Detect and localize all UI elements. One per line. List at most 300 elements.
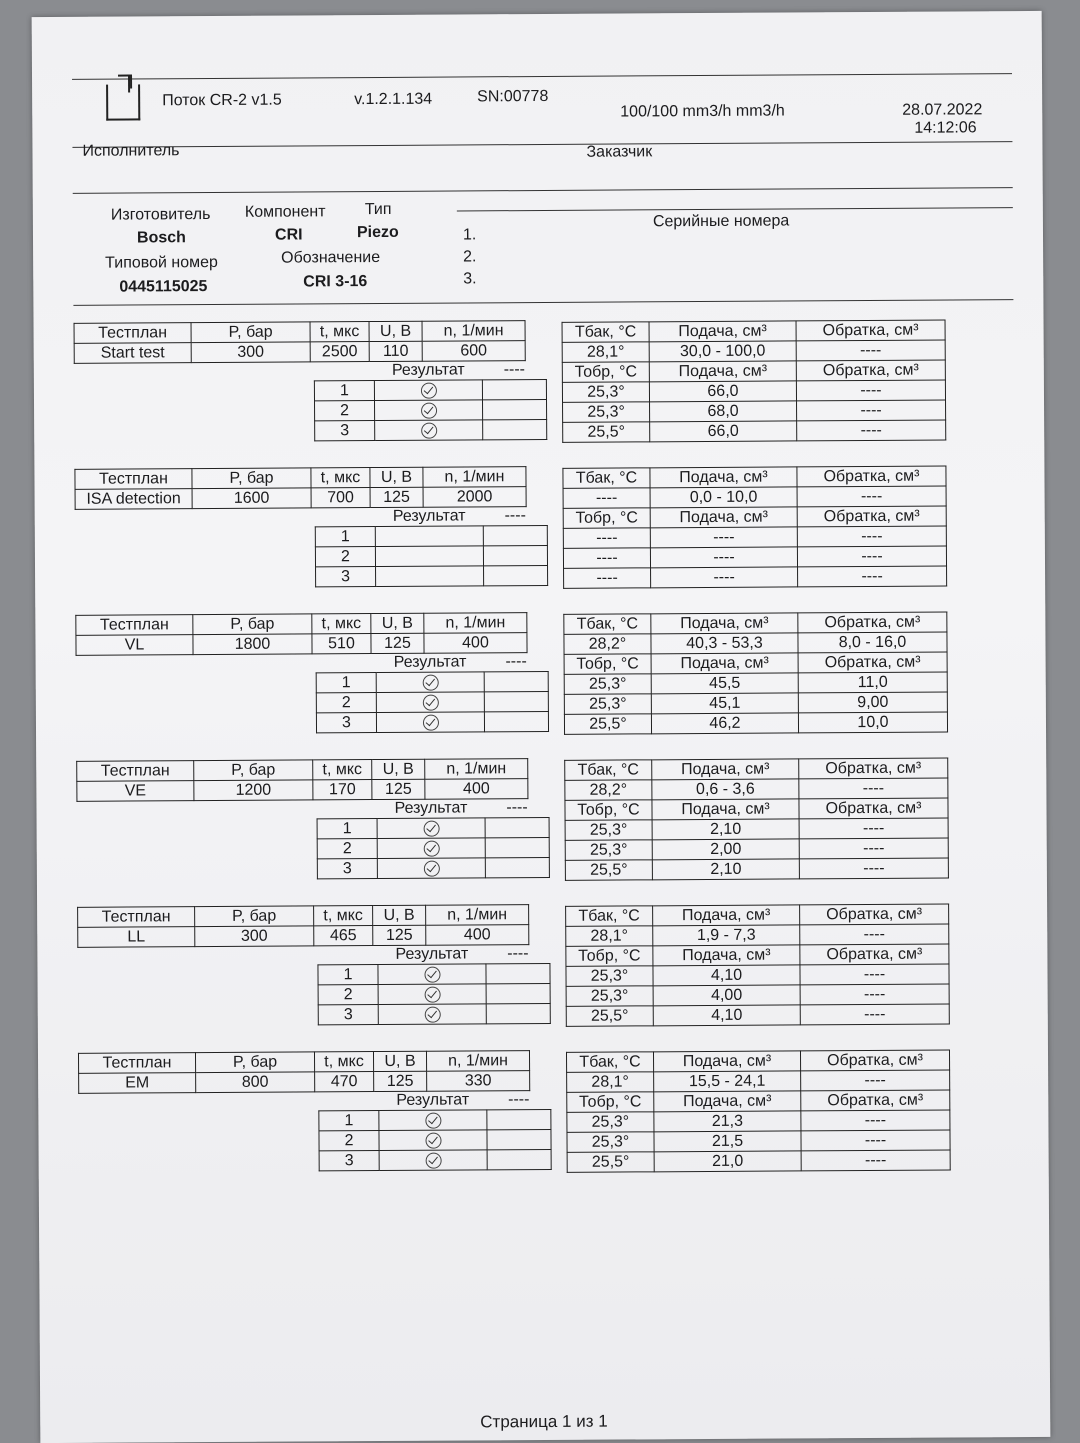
tobr-value: 25,5° [565, 860, 652, 881]
voltage-label: U, В [370, 467, 423, 487]
measurement-row [563, 546, 946, 568]
return-label: Обратка, см³ [801, 1090, 950, 1111]
feed-label: Подача, см³ [652, 759, 799, 780]
result-dash: ---- [503, 361, 526, 379]
return-label: Обратка, см³ [798, 612, 947, 633]
measurement-row [565, 838, 948, 860]
result-label: Результат [392, 507, 466, 525]
result-label: Результат [395, 945, 469, 963]
run-number: 1 [318, 965, 378, 985]
voltage-label: U, В [373, 905, 426, 925]
pressure-label: P, бар [192, 468, 311, 489]
run-number: 2 [318, 985, 378, 1005]
measurements-table [562, 466, 947, 589]
results-table [317, 944, 550, 1025]
run-number: 1 [317, 819, 377, 839]
result-row [316, 711, 548, 732]
return-value: 9,00 [798, 692, 947, 713]
feed-value: 46,2 [651, 713, 798, 734]
feed-label: Подача, см³ [649, 361, 796, 382]
result-row [319, 1129, 551, 1150]
params-table [75, 612, 527, 656]
measurement-row [563, 400, 946, 422]
run-number: 2 [319, 1130, 379, 1150]
feed-label: Подача, см³ [653, 1051, 800, 1072]
tobr-value: 25,3° [564, 674, 651, 695]
measurement-row [562, 380, 945, 402]
testplan-name: Start test [74, 343, 191, 364]
result-dash: ---- [507, 945, 529, 963]
voltage-label: U, В [371, 613, 424, 633]
testplan-name: LL [78, 927, 195, 948]
return-label: Обратка, см³ [800, 944, 949, 965]
feed-value: 2,10 [652, 819, 799, 840]
measurements-table [565, 904, 950, 1027]
return-value: ---- [797, 526, 946, 547]
params-table [74, 466, 526, 510]
results-table [318, 1090, 551, 1171]
run-number: 3 [316, 713, 376, 733]
feed-range: 0,6 - 3,6 [652, 779, 799, 800]
info-top-rule [73, 187, 1013, 194]
feed-value: ---- [651, 567, 798, 588]
rpm-label: n, 1/мин [422, 321, 525, 342]
return-value: ---- [801, 1110, 950, 1131]
tobr-label: Тобр, °С [567, 1092, 654, 1113]
result-dash: ---- [508, 1091, 530, 1109]
pressure-label: P, бар [193, 614, 312, 635]
return-label: Обратка, см³ [799, 798, 948, 819]
return-label: Обратка, см³ [800, 904, 949, 925]
run-number: 2 [315, 547, 375, 567]
tbak-value: 28,2° [564, 634, 651, 655]
testplan-label: Тестплан [74, 323, 191, 344]
return-value: ---- [799, 838, 948, 859]
measurement-row [564, 566, 947, 588]
result-label: Результат [394, 799, 468, 817]
test-block-ve [76, 755, 977, 900]
measurement-row [564, 712, 947, 734]
result-dash: ---- [506, 799, 528, 817]
feed-value: 4,10 [653, 1005, 800, 1026]
return-value: ---- [801, 1130, 950, 1151]
time-value: 470 [315, 1072, 374, 1092]
customer-label: Заказчик [586, 143, 653, 161]
run-check [376, 672, 484, 693]
tbak-value: 28,1° [562, 342, 649, 363]
test-block-start-test [74, 317, 975, 462]
type-label: Тип [364, 200, 392, 219]
feed-value: 66,0 [649, 381, 796, 402]
run-check [377, 838, 485, 859]
voltage-label: U, В [372, 759, 425, 779]
feed-label: Подача, см³ [651, 613, 798, 634]
feed-value: 21,0 [654, 1151, 801, 1172]
test-block-isa-detection [74, 463, 975, 608]
return-label: Обратка, см³ [797, 466, 946, 487]
result-row [318, 983, 550, 1004]
header-mid-rule [72, 141, 1012, 148]
result-dash: ---- [504, 507, 526, 525]
tobr-value: ---- [563, 548, 650, 569]
tobr-value: 25,3° [565, 840, 652, 861]
header-top-rule [72, 73, 1012, 80]
feed-range: 30,0 - 100,0 [649, 341, 796, 362]
executor-label: Исполнитель [82, 142, 180, 160]
result-row [317, 817, 549, 838]
test-block-em [78, 1047, 979, 1192]
voltage-value: 125 [371, 633, 424, 653]
checkmark-icon [425, 1112, 441, 1128]
tobr-label: Тобр, °С [564, 654, 651, 675]
tobr-label: Тобр, °С [565, 800, 652, 821]
result-row [318, 1003, 550, 1024]
app-title: Поток CR-2 v1.5 [162, 91, 282, 110]
result-row [319, 1149, 551, 1170]
tobr-value: 25,3° [566, 966, 653, 987]
run-check [375, 400, 483, 421]
testplan-label: Тестплан [77, 761, 194, 782]
run-number: 1 [316, 673, 376, 693]
feed-label: Подача, см³ [650, 467, 797, 488]
pressure-value: 1200 [194, 780, 313, 801]
results-table [316, 652, 549, 733]
return-label: Обратка, см³ [796, 360, 945, 381]
feed-value: 21,5 [654, 1131, 801, 1152]
result-row [315, 399, 547, 420]
tobr-value: 25,3° [567, 1112, 654, 1133]
run-check [377, 858, 485, 879]
return-value: 11,0 [798, 672, 947, 693]
return-value: ---- [799, 858, 948, 879]
result-row [319, 1109, 551, 1130]
report-date: 28.07.2022 [902, 101, 983, 119]
run-check [375, 546, 483, 567]
tobr-value: 25,3° [567, 1132, 654, 1153]
return-range: ---- [800, 924, 949, 945]
measurement-row [565, 818, 948, 840]
measurement-row [567, 1130, 950, 1152]
serial-slot-1: 1. [462, 226, 477, 244]
run-check [378, 984, 486, 1005]
device-serial: SN:00778 [477, 87, 549, 106]
measurement-row [567, 1110, 950, 1132]
pressure-label: P, бар [195, 1052, 314, 1073]
result-dash: ---- [505, 653, 527, 671]
checkmark-icon [423, 840, 439, 856]
result-row [314, 379, 546, 400]
measurement-row [563, 526, 946, 548]
voltage-value: 125 [374, 1071, 427, 1091]
tbak-value: ---- [563, 488, 650, 509]
type-value: Piezo [356, 223, 399, 242]
rpm-value: 400 [426, 925, 529, 946]
pressure-value: 300 [195, 926, 314, 947]
flow-rate: 100/100 mm3/h mm3/h [620, 102, 785, 121]
tbak-label: Тбак, °С [566, 1052, 653, 1073]
voltage-label: U, В [369, 321, 422, 341]
feed-range: 1,9 - 7,3 [653, 925, 800, 946]
feed-value: 45,5 [651, 673, 798, 694]
time-label: t, мкс [314, 1052, 373, 1072]
result-row [315, 545, 547, 566]
return-value: ---- [797, 546, 946, 567]
run-check [378, 1004, 486, 1025]
testplan-label: Тестплан [78, 1053, 195, 1074]
checkmark-icon [422, 674, 438, 690]
report-time: 14:12:06 [914, 119, 977, 137]
return-label: Обратка, см³ [797, 506, 946, 527]
measurement-row [566, 984, 949, 1006]
voltage-value: 110 [369, 341, 422, 361]
run-number: 3 [319, 1150, 379, 1170]
checkmark-icon [420, 382, 436, 398]
feed-value: 4,10 [653, 965, 800, 986]
tbak-label: Тбак, °С [564, 614, 651, 635]
info-bottom-rule [73, 299, 1013, 306]
run-check [379, 1110, 487, 1131]
paper-sheet [32, 11, 1051, 1443]
result-row [317, 857, 549, 878]
return-range: ---- [801, 1070, 950, 1091]
tbak-label: Тбак, °С [566, 906, 653, 927]
tbak-label: Тбак, °С [562, 322, 649, 343]
return-range: 8,0 - 16,0 [798, 632, 947, 653]
return-label: Обратка, см³ [800, 1050, 949, 1071]
serials-rule [457, 207, 1013, 211]
result-row [315, 525, 547, 546]
return-value: 10,0 [798, 712, 947, 733]
run-check [375, 526, 483, 547]
params-table [77, 904, 529, 948]
pressure-label: P, бар [194, 760, 313, 781]
return-range: ---- [796, 340, 945, 361]
testplan-label: Тестплан [78, 907, 195, 928]
feed-label: Подача, см³ [651, 653, 798, 674]
run-number: 3 [317, 859, 377, 879]
time-value: 170 [313, 780, 372, 800]
tbak-label: Тбак, °С [563, 468, 650, 489]
tobr-value: 25,5° [564, 714, 651, 735]
testplan-name: ISA detection [75, 489, 192, 510]
return-value: ---- [798, 566, 947, 587]
tobr-value: 25,3° [565, 820, 652, 841]
time-label: t, мкс [311, 468, 370, 488]
measurement-row [566, 964, 949, 986]
time-label: t, мкс [310, 322, 369, 342]
tobr-value: 25,5° [567, 1152, 654, 1173]
return-label: Обратка, см³ [799, 758, 948, 779]
feed-value: ---- [650, 527, 797, 548]
return-range: ---- [799, 778, 948, 799]
result-label: Результат [396, 1091, 470, 1109]
tobr-label: Тобр, °С [563, 508, 650, 529]
serials-label: Серийные номера [652, 212, 790, 231]
model-label: Типовой номер [105, 253, 218, 272]
tobr-value: 25,3° [563, 402, 650, 423]
run-check [376, 566, 484, 587]
feed-value: ---- [650, 547, 797, 568]
rpm-value: 600 [422, 341, 525, 362]
feed-range: 40,3 - 53,3 [651, 633, 798, 654]
serial-slot-3: 3. [463, 270, 477, 288]
checkmark-icon [421, 402, 437, 418]
tobr-value: 25,5° [563, 422, 650, 443]
checkmark-icon [423, 860, 439, 876]
report [72, 61, 1012, 1171]
tbak-value: 28,2° [565, 780, 652, 801]
manufacturer-value: Bosch [136, 229, 186, 247]
pressure-value: 300 [191, 342, 310, 363]
run-number: 2 [317, 839, 377, 859]
checkmark-icon [422, 694, 438, 710]
tobr-value: ---- [564, 568, 651, 589]
time-label: t, мкс [312, 614, 371, 634]
testplan-name: VE [77, 781, 194, 802]
rpm-value: 2000 [423, 487, 526, 508]
results-table [315, 506, 548, 587]
feed-label: Подача, см³ [649, 321, 796, 342]
results-table [314, 360, 547, 441]
feed-value: 2,10 [652, 859, 799, 880]
result-row [316, 671, 548, 692]
time-label: t, мкс [313, 760, 372, 780]
return-range: ---- [797, 486, 946, 507]
rpm-value: 330 [427, 1071, 530, 1092]
params-table [74, 320, 526, 364]
rpm-label: n, 1/мин [426, 1051, 529, 1072]
tobr-value: 25,3° [564, 694, 651, 715]
measurements-table [563, 612, 948, 735]
time-value: 465 [314, 926, 373, 946]
rpm-label: n, 1/мин [425, 759, 528, 780]
pressure-value: 800 [196, 1072, 315, 1093]
return-label: Обратка, см³ [796, 320, 945, 341]
params-table [78, 1050, 530, 1094]
manufacturer-label: Изготовитель [110, 206, 211, 224]
run-check [376, 712, 484, 733]
run-check [377, 818, 485, 839]
run-check [379, 1130, 487, 1151]
result-row [318, 963, 550, 984]
return-value: ---- [801, 1150, 950, 1171]
voltage-value: 125 [373, 925, 426, 945]
checkmark-icon [424, 986, 440, 1002]
checkmark-icon [421, 422, 437, 438]
feed-value: 66,0 [650, 421, 797, 442]
testplan-name: EM [79, 1073, 196, 1094]
measurements-table [566, 1050, 951, 1173]
run-number: 1 [319, 1110, 379, 1130]
rpm-value: 400 [425, 779, 528, 800]
tbak-value: 28,1° [567, 1072, 654, 1093]
return-value: ---- [796, 380, 945, 401]
feed-label: Подача, см³ [654, 1091, 801, 1112]
voltage-label: U, В [373, 1051, 426, 1071]
export-logo-icon [106, 84, 140, 120]
component-label: Компонент [244, 203, 326, 221]
run-number: 2 [315, 401, 375, 421]
feed-value: 68,0 [650, 401, 797, 422]
time-value: 510 [312, 634, 371, 654]
checkmark-icon [422, 714, 438, 730]
run-check [376, 692, 484, 713]
run-number: 1 [314, 381, 374, 401]
feed-range: 0,0 - 10,0 [650, 487, 797, 508]
tbak-value: 28,1° [566, 926, 653, 947]
testplan-label: Тестплан [75, 469, 192, 490]
tobr-label: Тобр, °С [562, 362, 649, 383]
voltage-value: 125 [372, 779, 425, 799]
measurement-row [564, 692, 947, 714]
page-footer: Страница 1 из 1 [480, 1411, 608, 1432]
run-number: 1 [315, 527, 375, 547]
feed-value: 2,00 [652, 839, 799, 860]
checkmark-icon [425, 1152, 441, 1168]
feed-value: 45,1 [651, 693, 798, 714]
params-table [76, 758, 528, 802]
feed-label: Подача, см³ [653, 945, 800, 966]
run-check [379, 1150, 487, 1171]
measurements-table [562, 320, 947, 443]
time-value: 2500 [310, 342, 369, 362]
run-number: 2 [316, 693, 376, 713]
result-row [316, 565, 548, 586]
pressure-value: 1800 [193, 634, 312, 655]
run-number: 3 [318, 1004, 378, 1024]
return-value: ---- [797, 400, 946, 421]
feed-value: 4,00 [653, 985, 800, 1006]
serial-slot-2: 2. [463, 248, 477, 266]
return-value: ---- [797, 420, 946, 441]
designation-value: CRI 3-16 [303, 273, 368, 291]
test-block-ll [77, 901, 978, 1046]
testplan-label: Тестплан [76, 615, 193, 636]
testplan-name: VL [76, 635, 193, 656]
model-value: 0445115025 [119, 278, 208, 296]
designation-label: Обозначение [281, 248, 381, 267]
tobr-value: 25,3° [566, 986, 653, 1007]
time-label: t, мкс [314, 906, 373, 926]
result-row [317, 837, 549, 858]
test-block-vl [75, 609, 976, 754]
return-label: Обратка, см³ [798, 652, 947, 673]
result-row [316, 691, 548, 712]
tbak-label: Тбак, °С [565, 760, 652, 781]
run-number: 3 [316, 567, 376, 587]
tobr-label: Тобр, °С [566, 946, 653, 967]
return-value: ---- [799, 818, 948, 839]
pressure-value: 1600 [192, 488, 311, 509]
time-value: 700 [311, 488, 370, 508]
rpm-value: 400 [424, 633, 527, 654]
checkmark-icon [423, 820, 439, 836]
measurements-table [564, 758, 949, 881]
measurement-row [566, 1004, 949, 1026]
rpm-label: n, 1/мин [424, 613, 527, 634]
run-check [375, 420, 483, 441]
measurement-row [563, 420, 946, 442]
return-value: ---- [800, 964, 949, 985]
voltage-value: 125 [370, 487, 423, 507]
results-table [316, 798, 549, 879]
pressure-label: P, бар [195, 906, 314, 927]
checkmark-icon [424, 966, 440, 982]
feed-label: Подача, см³ [653, 905, 800, 926]
tobr-value: 25,3° [562, 382, 649, 403]
tobr-value: 25,5° [566, 1006, 653, 1027]
result-row [315, 419, 547, 440]
